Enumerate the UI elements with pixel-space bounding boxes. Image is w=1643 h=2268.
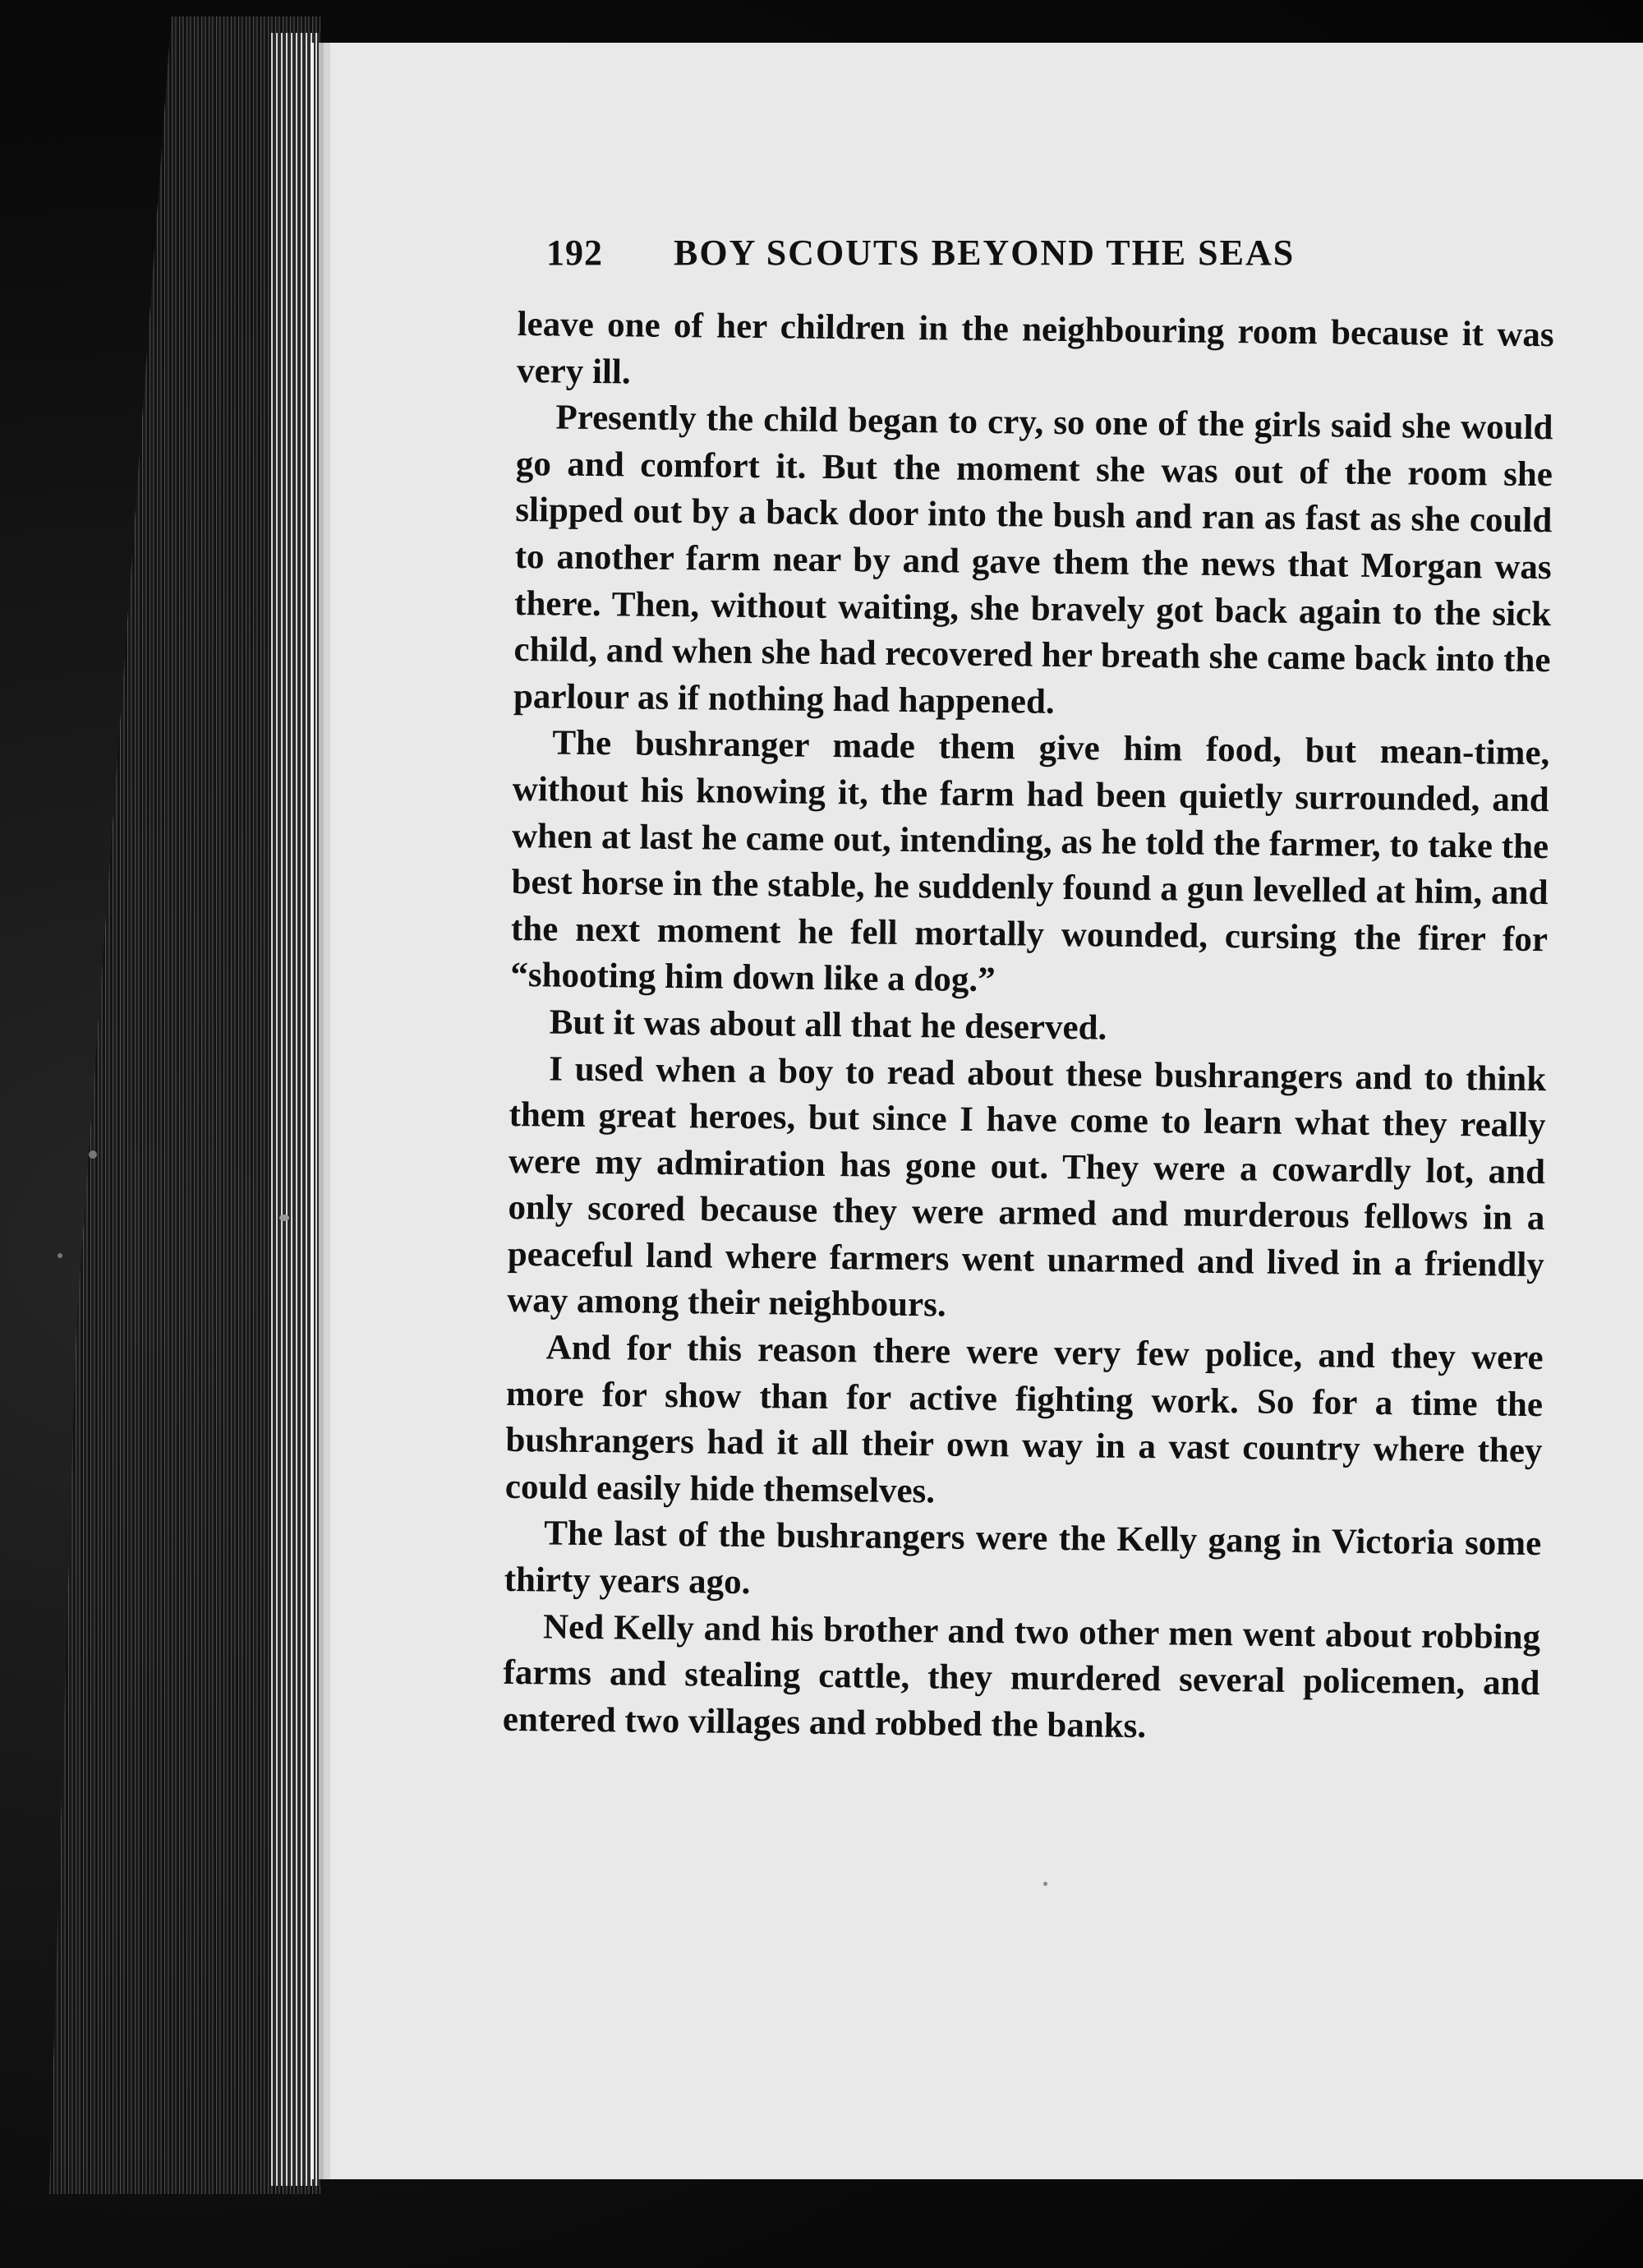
paragraph-6: And for this reason there were very few police, and they were more for show than for active fighting work. So for a time the bushrangers had it all their own way in a vast country where they could easily hide themselves. [504, 1328, 1544, 1511]
page-gutter-line [311, 43, 314, 2179]
running-title: BOY SCOUTS BEYOND THE SEAS [674, 233, 1296, 273]
paragraph-2: Presently the child began to cry, so one of the girls said she would go and comfort it. But the moment she was out of the room she slipped out by a back door into the bush and ran as fast as she could to another farm near by and gave them the news that Morgan was there. Then, without waiting, she bravely got back again to the sick child, and when she had recovered her breath she came back into the parlour as if nothing had happened. [513, 398, 1553, 721]
paragraph-8: Ned Kelly and his brother and two other men went about robbing farms and stealing cattle, they murdered several policemen, and entered two villages and robbed the banks. [502, 1607, 1541, 1745]
page-number: 192 [546, 233, 603, 273]
paragraph-5: I used when a boy to read about these bushrangers and to think them great heroes, but since I have come to learn what they really were my admiration has gone out. They were a cowardly lot, and only scored because they were armed and murderous fellows in a peaceful land where farmers went unarmed and lived in a friendly way among their neighbours. [507, 1049, 1547, 1325]
page-body [503, 302, 1554, 1754]
running-head [546, 232, 1458, 274]
paragraph-3: The bushranger made them give him food, but mean-time, without his knowing it, the farm had been quietly surrounded, and when at last he came out, intending, as he told the farmer, to take the best horse in the stable, he suddenly found a gun levelled at him, and the next moment he fell mortally wounded, cursing the firer for “shooting him down like a dog.” [510, 723, 1550, 1000]
paragraph-4: But it was about all that he deserved. [549, 1003, 1107, 1048]
paragraph-7: The last of the bushrangers were the Kelly gang in Victoria some thirty years ago. [504, 1514, 1542, 1602]
paragraph-1: leave one of her children in the neighbouring room because it was very ill. [516, 304, 1554, 392]
